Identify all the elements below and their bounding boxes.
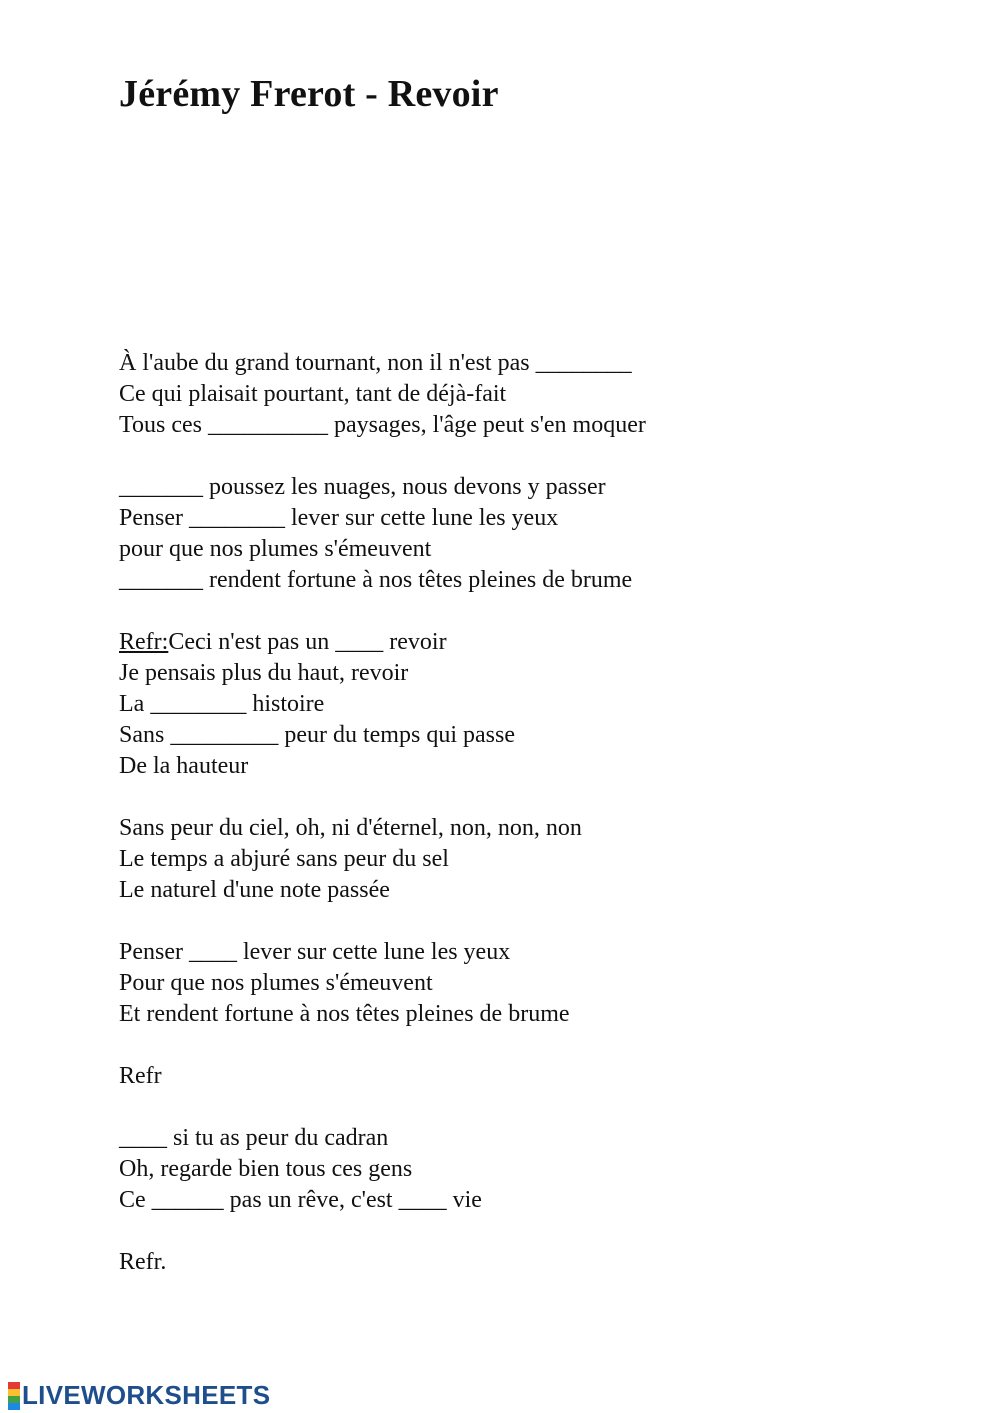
lyric-text: De la hauteur: [119, 753, 249, 779]
lyric-text: Tous ces: [119, 412, 208, 438]
lyric-line: [119, 937, 646, 968]
stanza-gap: [119, 1092, 646, 1123]
lyric-text: si tu as peur du cadran: [167, 1125, 389, 1151]
lyric-text: À l'aube du grand tournant, non il n'est pas: [119, 350, 536, 376]
lyric-line: [119, 627, 646, 658]
lyric-line: [119, 1185, 646, 1216]
lyric-text: Et rendent fortune à nos têtes pleines de brume: [119, 1001, 570, 1027]
liveworksheets-logo: [8, 1380, 270, 1411]
blank-input[interactable]: ______: [151, 1187, 224, 1213]
lyric-text: lever sur cette lune les yeux: [284, 505, 559, 531]
lyric-text: Pour que nos plumes s'émeuvent: [119, 970, 433, 996]
lyric-text: peur du temps qui passe: [278, 722, 515, 748]
lyric-line: [119, 410, 646, 441]
blank-input[interactable]: ____: [398, 1187, 447, 1213]
logo-color-block: [8, 1396, 20, 1403]
lyric-text: lever sur cette lune les yeux: [236, 939, 511, 965]
lyric-text: histoire: [246, 691, 325, 717]
lyric-text: paysages, l'âge peut s'en moquer: [327, 412, 646, 438]
lyric-line: [119, 348, 646, 379]
blank-input[interactable]: ____: [188, 939, 237, 965]
lyric-text: vie: [446, 1187, 482, 1213]
liveworksheets-logo-icon: [8, 1382, 20, 1410]
lyric-text: Le naturel d'une note passée: [119, 877, 390, 903]
lyric-text: revoir: [383, 629, 447, 655]
blank-input[interactable]: _________: [170, 722, 279, 748]
lyric-line: [119, 751, 646, 782]
lyric-line: [119, 503, 646, 534]
lyric-text: poussez les nuages, nous devons y passer: [203, 474, 606, 500]
lyric-line: [119, 565, 646, 596]
lyric-line: [119, 1061, 646, 1092]
logo-color-block: [8, 1403, 20, 1410]
lyric-text: Refr: [119, 1063, 162, 1089]
lyric-line: [119, 1154, 646, 1185]
stanza-gap: [119, 782, 646, 813]
lyric-line: [119, 999, 646, 1030]
lyric-text: pour que nos plumes s'émeuvent: [119, 536, 432, 562]
lyric-text: Ce: [119, 1187, 152, 1213]
lyric-line: [119, 534, 646, 565]
refrain-label: Refr:: [119, 629, 169, 655]
lyric-text: Sans peur du ciel, oh, ni d'éternel, non, non, non: [119, 815, 582, 841]
lyric-text: Ceci n'est pas un: [168, 629, 336, 655]
lyric-line: [119, 1123, 646, 1154]
stanza-gap: [119, 1216, 646, 1247]
logo-color-block: [8, 1382, 20, 1389]
lyric-text: Penser: [119, 939, 189, 965]
lyric-line: [119, 720, 646, 751]
stanza-gap: [119, 596, 646, 627]
blank-input[interactable]: __________: [207, 412, 328, 438]
lyric-line: [119, 658, 646, 689]
lyric-text: rendent fortune à nos têtes pleines de brume: [203, 567, 633, 593]
lyric-text: Ce qui plaisait pourtant, tant de déjà-fait: [119, 381, 507, 407]
lyric-text: Sans: [119, 722, 171, 748]
blank-input[interactable]: _______: [119, 567, 203, 593]
lyric-line: [119, 379, 646, 410]
blank-input[interactable]: ________: [535, 350, 632, 376]
lyric-line: [119, 844, 646, 875]
blank-input[interactable]: _______: [119, 474, 203, 500]
stanza-gap: [119, 441, 646, 472]
blank-input[interactable]: ____: [335, 629, 384, 655]
lyric-text: Oh, regarde bien tous ces gens: [119, 1156, 413, 1182]
lyric-text: La: [119, 691, 151, 717]
logo-text: LIVEWORKSHEETS: [22, 1380, 271, 1410]
stanza-gap: [119, 1030, 646, 1061]
stanza-gap: [119, 906, 646, 937]
lyric-line: [119, 472, 646, 503]
lyric-line: [119, 689, 646, 720]
lyric-text: Penser: [119, 505, 189, 531]
logo-color-block: [8, 1389, 20, 1396]
lyric-text: Refr.: [119, 1249, 167, 1275]
blank-input[interactable]: ________: [188, 505, 285, 531]
lyric-line: [119, 813, 646, 844]
lyric-text: Le temps a abjuré sans peur du sel: [119, 846, 449, 872]
lyric-text: pas un rêve, c'est: [223, 1187, 399, 1213]
lyrics-body: [119, 348, 646, 1278]
lyric-line: [119, 968, 646, 999]
blank-input[interactable]: ____: [119, 1125, 167, 1151]
worksheet-title: Jérémy Frerot - Revoir: [119, 73, 499, 115]
blank-input[interactable]: ________: [150, 691, 247, 717]
lyric-line: [119, 1247, 646, 1278]
lyric-line: [119, 875, 646, 906]
lyric-text: Je pensais plus du haut, revoir: [119, 660, 409, 686]
